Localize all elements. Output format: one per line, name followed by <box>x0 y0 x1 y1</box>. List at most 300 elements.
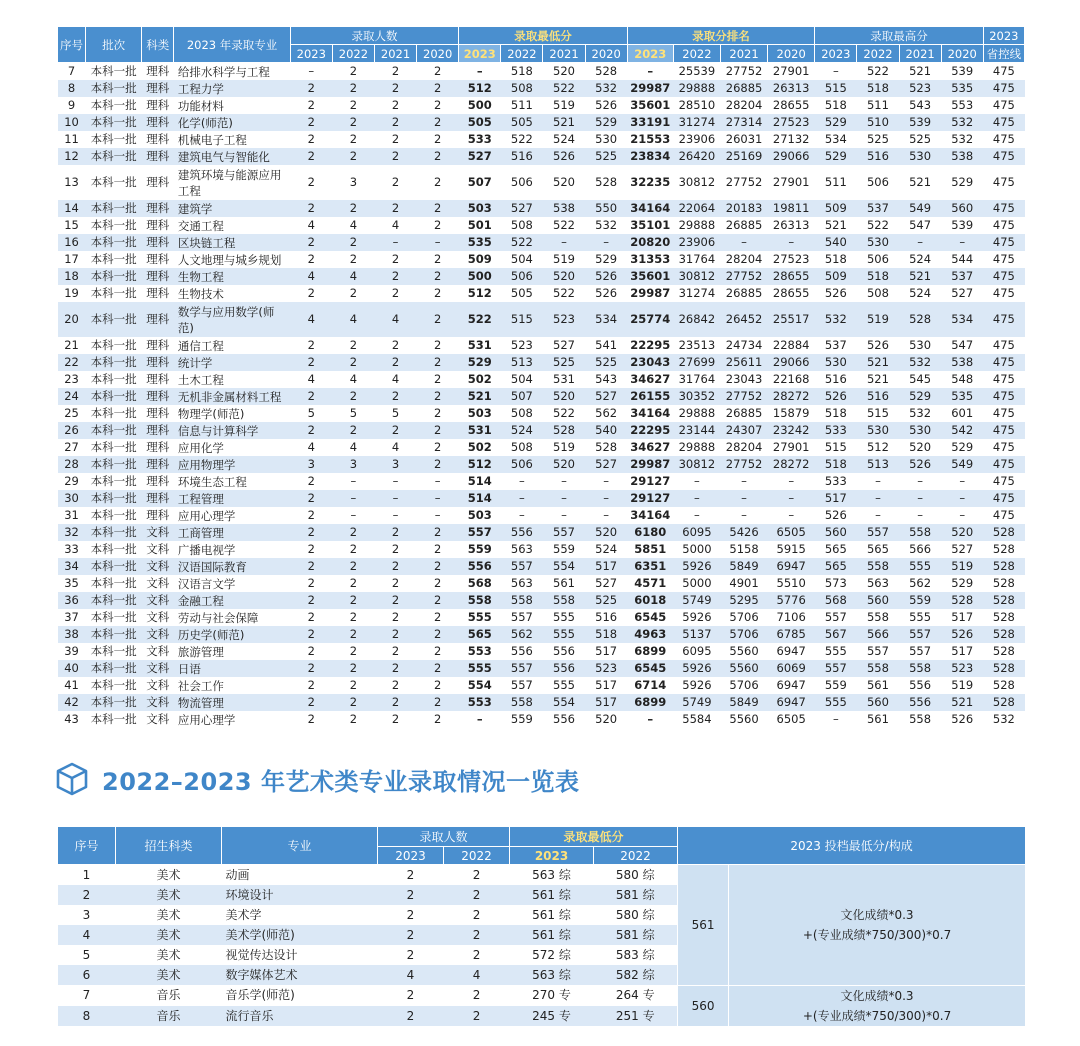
min-rank-2020-cell: 28655 <box>772 98 810 112</box>
table-row <box>58 422 1025 439</box>
admit-2021-cell: 2 <box>374 148 416 165</box>
control-line-cell: 475 <box>983 354 1024 371</box>
min-score-2020-cell: – <box>603 474 610 488</box>
min-score-2023-cell: 527 <box>459 148 501 165</box>
admit-2022-cell: 2 <box>349 576 358 590</box>
row-no-cell: 17 <box>64 252 79 266</box>
min-score-2022-cell: 511 <box>510 98 533 112</box>
min-rank-2020-cell: 6947 <box>776 644 806 658</box>
row-no-cell: 13 <box>64 175 79 189</box>
min-score-2022-cell: – <box>519 474 525 488</box>
min-rank-2020-cell: 6069 <box>768 660 815 677</box>
admit-2020-cell: 2 <box>433 542 442 556</box>
max-score-2020-cell: 542 <box>941 422 983 439</box>
table-row <box>58 677 1025 694</box>
max-score-2022-cell: 561 <box>866 678 889 692</box>
max-score-2021-cell: 532 <box>899 354 941 371</box>
major-cell: 工程力学 <box>174 80 290 97</box>
admit-2023-cell: 2 <box>290 422 332 439</box>
art-admission-table <box>57 826 1026 1027</box>
control-line-cell: 528 <box>992 678 1015 692</box>
min-score-2020-cell: 562 <box>595 406 618 420</box>
max-score-2020-cell: 538 <box>941 354 983 371</box>
control-line-cell: 528 <box>983 626 1024 643</box>
min-score-2021-cell: 556 <box>553 712 575 726</box>
major-cell: 功能材料 <box>177 98 224 113</box>
min-rank-2020-cell: 5915 <box>776 542 806 556</box>
admit-2021-cell: 5 <box>391 406 400 420</box>
min-score-2022-cell: 505 <box>510 286 533 300</box>
table-row <box>58 609 1025 626</box>
min-score-2023-cell: 553 <box>467 644 492 658</box>
table-row <box>58 268 1025 285</box>
min-score-2023-cell: 554 <box>467 678 492 692</box>
year-header: 2023 <box>815 45 857 63</box>
min-rank-2022-cell: 27699 <box>673 354 720 371</box>
batch-cell: 本科一批 <box>90 286 137 300</box>
min-score-2021-cell: 522 <box>553 218 575 232</box>
year-header: 2023 <box>290 45 332 63</box>
major-cell: 统计学 <box>174 354 290 371</box>
batch-cell: 本科一批 <box>90 132 137 146</box>
max-score-2020-cell: 520 <box>941 524 983 541</box>
category-cell: 文科 <box>142 558 174 575</box>
min-score-2023-cell: 503 <box>459 200 501 217</box>
min-rank-2021-cell: 27752 <box>725 175 763 189</box>
admit-2023-cell: 2 <box>307 132 315 146</box>
min-score-2021-cell: 522 <box>553 286 575 300</box>
admit-2022-cell: 3 <box>332 456 374 473</box>
table-row <box>58 165 1025 200</box>
admit-2023-cell: 2 <box>290 626 332 643</box>
major-cell: 历史学(师范) <box>174 626 290 643</box>
control-line-cell: 475 <box>992 440 1015 454</box>
min-score-2022-cell: 562 <box>501 626 543 643</box>
major-cell: 日语 <box>174 660 290 677</box>
max-score-2020-cell: 534 <box>941 302 983 337</box>
min-score-2021-cell: 519 <box>553 440 575 454</box>
min-score-2021-cell: 558 <box>543 592 585 609</box>
max-score-2023-cell: 518 <box>824 406 847 420</box>
min-rank-2020-cell: 26313 <box>772 218 810 232</box>
admit-2022-cell: 2 <box>332 626 374 643</box>
min-score-2023-cell: 502 <box>467 440 492 454</box>
max-score-2022-cell: 515 <box>866 406 889 420</box>
min-rank-2020-cell: 27132 <box>772 132 810 146</box>
min-score-2021-cell: 525 <box>543 354 585 371</box>
admit-2022-cell: 4 <box>332 268 374 285</box>
min-score-2020-cell: 525 <box>585 354 627 371</box>
min-score-2023-cell: 555 <box>459 660 501 677</box>
row-no-cell: 11 <box>64 132 79 146</box>
min-score-2022-cell: 522 <box>510 132 533 146</box>
art-min-2023-cell: 561 综 <box>510 925 594 945</box>
control-line-cell: 475 <box>983 200 1024 217</box>
min-score-2021-cell: 555 <box>553 678 575 692</box>
min-score-2022-cell: 559 <box>510 712 533 726</box>
max-score-2021-cell: 520 <box>909 440 932 454</box>
table-row <box>58 592 1025 609</box>
art-min-2022-cell: 251 专 <box>594 1006 678 1027</box>
admit-2022-cell: 2 <box>332 388 374 405</box>
group-formula-cell <box>729 985 1026 1026</box>
min-score-2020-cell: 541 <box>595 338 618 352</box>
admit-2022-cell: 2 <box>332 558 374 575</box>
table-row <box>58 285 1025 302</box>
row-no-cell: 26 <box>58 422 86 439</box>
art-admit-2023-cell: 4 <box>378 965 444 985</box>
control-line-cell: 475 <box>983 234 1024 251</box>
major-cell: 区块链工程 <box>174 234 290 251</box>
batch-cell: 本科一批 <box>86 80 142 97</box>
category-cell: 理科 <box>142 422 174 439</box>
admit-2020-cell: 2 <box>433 64 442 78</box>
admit-2023-cell: 2 <box>307 644 315 658</box>
max-score-2022-cell: 525 <box>866 132 889 146</box>
art-category-cell: 美术 <box>116 925 222 945</box>
max-score-2023-cell: 529 <box>815 114 857 131</box>
admit-2020-cell: 2 <box>417 626 459 643</box>
min-rank-2020-cell: 27901 <box>772 64 810 78</box>
min-rank-2020-cell: 6785 <box>768 626 815 643</box>
admit-2020-cell: – <box>417 490 459 507</box>
admit-2021-cell: 2 <box>391 98 400 112</box>
admit-2021-cell: 2 <box>374 558 416 575</box>
admit-2021-cell: 2 <box>374 388 416 405</box>
min-score-2020-cell: 532 <box>585 80 627 97</box>
min-score-2022-cell: 508 <box>510 406 533 420</box>
batch-cell: 本科一批 <box>86 200 142 217</box>
max-score-2020-cell: 549 <box>941 456 983 473</box>
min-score-2023-cell: 531 <box>467 338 492 352</box>
batch-cell: 本科一批 <box>90 678 137 692</box>
admit-2023-cell: 2 <box>290 388 332 405</box>
max-score-2020-cell: 535 <box>941 80 983 97</box>
max-score-2021-cell: 524 <box>909 252 932 266</box>
admit-2023-cell: 2 <box>290 114 332 131</box>
col-header-max-score: 录取最高分 <box>815 27 984 45</box>
min-score-2021-cell: 554 <box>543 558 585 575</box>
min-score-2021-cell: 521 <box>543 114 585 131</box>
admit-2022-cell: – <box>332 490 374 507</box>
admit-2021-cell: 2 <box>374 80 416 97</box>
col-header-min-rank: 录取分排名 <box>627 27 815 45</box>
min-rank-2023-cell: 6180 <box>627 524 673 541</box>
min-score-2022-cell: 557 <box>501 558 543 575</box>
max-score-2020-cell: 519 <box>941 558 983 575</box>
major-cell: 建筑学 <box>174 200 290 217</box>
cube-icon <box>54 761 90 797</box>
min-score-2020-cell: – <box>585 490 627 507</box>
min-rank-2021-cell: 26031 <box>725 132 763 146</box>
admit-2023-cell: 2 <box>307 542 315 556</box>
year-header: 2021 <box>720 45 767 63</box>
max-score-2022-cell: 558 <box>857 558 899 575</box>
table-row <box>58 694 1025 711</box>
min-rank-2022-cell: 25539 <box>678 64 716 78</box>
max-score-2023-cell: – <box>832 64 839 78</box>
min-score-2022-cell: 557 <box>501 660 543 677</box>
min-score-2022-cell: 513 <box>501 354 543 371</box>
art-row-no-cell: 7 <box>82 988 91 1003</box>
min-score-2022-cell: 515 <box>501 302 543 337</box>
admit-2021-cell: – <box>374 234 416 251</box>
min-score-2023-cell: 512 <box>459 456 501 473</box>
art-major-cell: 流行音乐 <box>222 1006 378 1027</box>
max-score-2020-cell: 519 <box>951 678 974 692</box>
art-col-header-no: 序号 <box>58 827 116 865</box>
control-line-cell: 475 <box>992 218 1015 232</box>
admit-2021-cell: 2 <box>391 712 400 726</box>
max-score-2021-cell: 562 <box>909 576 932 590</box>
min-rank-2021-cell: 28204 <box>725 252 763 266</box>
min-score-2020-cell: 550 <box>585 200 627 217</box>
min-score-2023-cell: 512 <box>467 286 492 300</box>
min-rank-2022-cell: 5926 <box>682 610 712 624</box>
table-row <box>58 354 1025 371</box>
admit-2023-cell: 2 <box>290 490 332 507</box>
max-score-2022-cell: 526 <box>866 338 889 352</box>
min-score-2021-cell: 528 <box>543 422 585 439</box>
min-rank-2023-cell: 34164 <box>627 200 673 217</box>
max-score-2022-cell: – <box>875 508 881 522</box>
group-formula-cell <box>729 865 1026 986</box>
control-line-cell: 475 <box>992 474 1015 488</box>
min-score-2020-cell: 520 <box>595 712 618 726</box>
max-score-2020-cell: 517 <box>951 644 974 658</box>
max-score-2022-cell: 506 <box>866 252 889 266</box>
min-rank-2020-cell: 6947 <box>776 678 806 692</box>
category-cell: 理科 <box>146 508 170 522</box>
admit-2020-cell: 2 <box>433 218 442 232</box>
admit-2022-cell: 2 <box>349 132 358 146</box>
col-header-category: 科类 <box>142 27 174 63</box>
admit-2021-cell: 2 <box>374 626 416 643</box>
col-header-min-score: 录取最低分 <box>459 27 628 45</box>
min-score-2022-cell: 508 <box>510 440 533 454</box>
min-rank-2022-cell: 31764 <box>678 252 716 266</box>
admit-2021-cell: 2 <box>391 610 400 624</box>
min-score-2020-cell: 525 <box>585 148 627 165</box>
min-score-2022-cell: 506 <box>510 175 533 189</box>
admit-2020-cell: 2 <box>433 678 442 692</box>
min-rank-2021-cell: 27752 <box>720 388 767 405</box>
table-row <box>58 575 1025 592</box>
table-row <box>58 524 1025 541</box>
batch-cell: 本科一批 <box>90 440 137 454</box>
row-no-cell: 35 <box>64 576 79 590</box>
art-row-no-cell: 2 <box>58 885 116 905</box>
min-score-2022-cell: 504 <box>510 252 533 266</box>
row-no-cell: 18 <box>58 268 86 285</box>
min-score-2023-cell: 512 <box>459 80 501 97</box>
max-score-2021-cell: 549 <box>899 200 941 217</box>
min-rank-2022-cell: 23144 <box>673 422 720 439</box>
control-line-cell: 475 <box>992 98 1015 112</box>
min-rank-2020-cell: – <box>788 474 795 488</box>
max-score-2020-cell: 528 <box>941 592 983 609</box>
max-score-2023-cell: – <box>832 712 839 726</box>
admit-2022-cell: 4 <box>349 218 358 232</box>
max-score-2022-cell: 511 <box>866 98 889 112</box>
min-rank-2022-cell: 29888 <box>673 80 720 97</box>
min-rank-2023-cell: 33191 <box>627 114 673 131</box>
control-line-cell: 475 <box>992 372 1015 386</box>
max-score-2021-cell: 566 <box>909 542 932 556</box>
min-score-2021-cell: 519 <box>553 252 575 266</box>
row-no-cell: 40 <box>58 660 86 677</box>
min-rank-2021-cell: 5706 <box>729 678 759 692</box>
art-admit-2022-cell: 2 <box>472 908 481 922</box>
min-rank-2020-cell: 6947 <box>768 558 815 575</box>
admit-2022-cell: – <box>350 508 357 522</box>
admit-2020-cell: 2 <box>433 252 442 266</box>
row-no-cell: 8 <box>58 80 86 97</box>
admit-2022-cell: 4 <box>349 440 358 454</box>
min-score-2021-cell: 556 <box>543 660 585 677</box>
max-score-2023-cell: 573 <box>824 576 847 590</box>
min-score-2023-cell: 501 <box>467 218 492 232</box>
art-col-header-major: 专业 <box>222 827 378 865</box>
art-min-2022-cell: 264 专 <box>615 988 655 1003</box>
row-no-cell: 27 <box>64 440 79 454</box>
max-score-2022-cell: 510 <box>857 114 899 131</box>
admit-2020-cell: 2 <box>417 592 459 609</box>
group-min-score-cell: 560 <box>678 985 729 1026</box>
row-no-cell: 23 <box>64 372 79 386</box>
admit-2023-cell: 2 <box>290 694 332 711</box>
min-score-2023-cell: 558 <box>459 592 501 609</box>
min-score-2021-cell: 555 <box>543 626 585 643</box>
year-header: 2020 <box>941 45 983 63</box>
row-no-cell: 36 <box>58 592 86 609</box>
min-score-2021-cell: 556 <box>553 644 575 658</box>
max-score-2020-cell: 532 <box>941 114 983 131</box>
admit-2022-cell: 2 <box>349 712 358 726</box>
max-score-2023-cell: 533 <box>815 422 857 439</box>
category-cell: 文科 <box>142 626 174 643</box>
admit-2021-cell: 2 <box>391 64 400 78</box>
admit-2020-cell: 2 <box>417 80 459 97</box>
max-score-2020-cell: – <box>959 474 966 488</box>
row-no-cell: 19 <box>64 286 79 300</box>
min-rank-2022-cell: 23906 <box>678 132 716 146</box>
major-cell: 应用心理学 <box>177 712 236 727</box>
batch-cell: 本科一批 <box>86 114 142 131</box>
admit-2020-cell: 2 <box>417 422 459 439</box>
control-line-cell: 475 <box>983 490 1024 507</box>
max-score-2021-cell: 539 <box>899 114 941 131</box>
category-cell: 理科 <box>142 200 174 217</box>
min-rank-2022-cell: 31764 <box>678 372 716 386</box>
admit-2023-cell: 2 <box>307 678 315 692</box>
min-score-2023-cell: 522 <box>459 302 501 337</box>
min-rank-2022-cell: 5000 <box>682 576 712 590</box>
admit-2021-cell: 4 <box>391 218 400 232</box>
min-score-2021-cell: 524 <box>553 132 575 146</box>
min-rank-2021-cell: – <box>741 508 747 522</box>
max-score-2020-cell: 539 <box>951 218 974 232</box>
max-score-2023-cell: 526 <box>824 508 847 522</box>
min-score-2020-cell: 526 <box>585 268 627 285</box>
max-score-2022-cell: – <box>875 474 881 488</box>
min-rank-2020-cell: 25517 <box>768 302 815 337</box>
table-row <box>58 660 1025 677</box>
min-score-2021-cell: 555 <box>553 610 575 624</box>
art-min-2023-cell: 563 综 <box>510 965 594 985</box>
admit-2022-cell: 2 <box>349 338 358 352</box>
admit-2022-cell: 2 <box>332 80 374 97</box>
max-score-2021-cell: 556 <box>909 678 932 692</box>
admit-2020-cell: 2 <box>433 98 442 112</box>
formula-line: 文化成绩*0.3 <box>840 988 914 1003</box>
year-header: 2021 <box>543 45 585 63</box>
max-score-2022-cell: 521 <box>857 354 899 371</box>
major-cell: 无机非金属材料工程 <box>174 388 290 405</box>
category-cell: 理科 <box>146 372 170 386</box>
admit-2022-cell: 2 <box>349 64 358 78</box>
min-score-2020-cell: 528 <box>595 440 618 454</box>
max-score-2021-cell: 524 <box>909 286 932 300</box>
max-score-2021-cell: 557 <box>909 644 932 658</box>
art-admit-2022-cell: 2 <box>444 1006 510 1027</box>
art-category-cell: 美术 <box>116 965 222 985</box>
batch-cell: 本科一批 <box>90 406 137 420</box>
min-rank-2021-cell: 25611 <box>720 354 767 371</box>
batch-cell: 本科一批 <box>86 456 142 473</box>
min-score-2020-cell: 529 <box>585 114 627 131</box>
min-rank-2023-cell: 5851 <box>634 542 667 556</box>
min-rank-2022-cell: 6095 <box>682 644 712 658</box>
min-rank-2021-cell: 26452 <box>720 302 767 337</box>
row-no-cell: 34 <box>58 558 86 575</box>
admit-2020-cell: 2 <box>433 132 442 146</box>
admit-2022-cell: 2 <box>349 286 358 300</box>
art-min-2023-cell: 572 综 <box>532 948 571 962</box>
min-score-2021-cell: 520 <box>543 388 585 405</box>
batch-cell: 本科一批 <box>90 338 137 352</box>
major-cell: 环境生态工程 <box>177 474 247 489</box>
admit-2020-cell: 2 <box>433 440 442 454</box>
admission-table <box>57 26 1025 728</box>
art-major-cell: 动画 <box>225 868 250 882</box>
max-score-2022-cell: 566 <box>857 626 899 643</box>
max-score-2020-cell: 529 <box>951 440 974 454</box>
min-score-2022-cell: 557 <box>510 678 533 692</box>
min-rank-2022-cell: 30812 <box>673 268 720 285</box>
art-admit-2023-cell: 2 <box>378 885 444 905</box>
min-score-2021-cell: – <box>543 234 585 251</box>
art-min-2023-cell: 563 综 <box>532 868 571 882</box>
admit-2022-cell: 2 <box>349 644 358 658</box>
year-header: 2020 <box>768 45 815 63</box>
min-score-2023-cell: 555 <box>467 610 492 624</box>
max-score-2021-cell: 558 <box>899 524 941 541</box>
major-cell: 数学与应用数学(师范) <box>174 302 290 337</box>
admit-2020-cell: 2 <box>433 175 442 189</box>
min-rank-2023-cell: 34164 <box>630 508 671 522</box>
max-score-2023-cell: 540 <box>815 234 857 251</box>
min-score-2022-cell: 524 <box>501 422 543 439</box>
min-score-2022-cell: 506 <box>501 268 543 285</box>
max-score-2021-cell: – <box>899 490 941 507</box>
min-score-2022-cell: 527 <box>501 200 543 217</box>
batch-cell: 本科一批 <box>86 268 142 285</box>
row-no-cell: 10 <box>58 114 86 131</box>
min-rank-2021-cell: 25169 <box>720 148 767 165</box>
art-min-2022-cell: 580 综 <box>615 868 655 882</box>
max-score-2023-cell: 534 <box>824 132 847 146</box>
